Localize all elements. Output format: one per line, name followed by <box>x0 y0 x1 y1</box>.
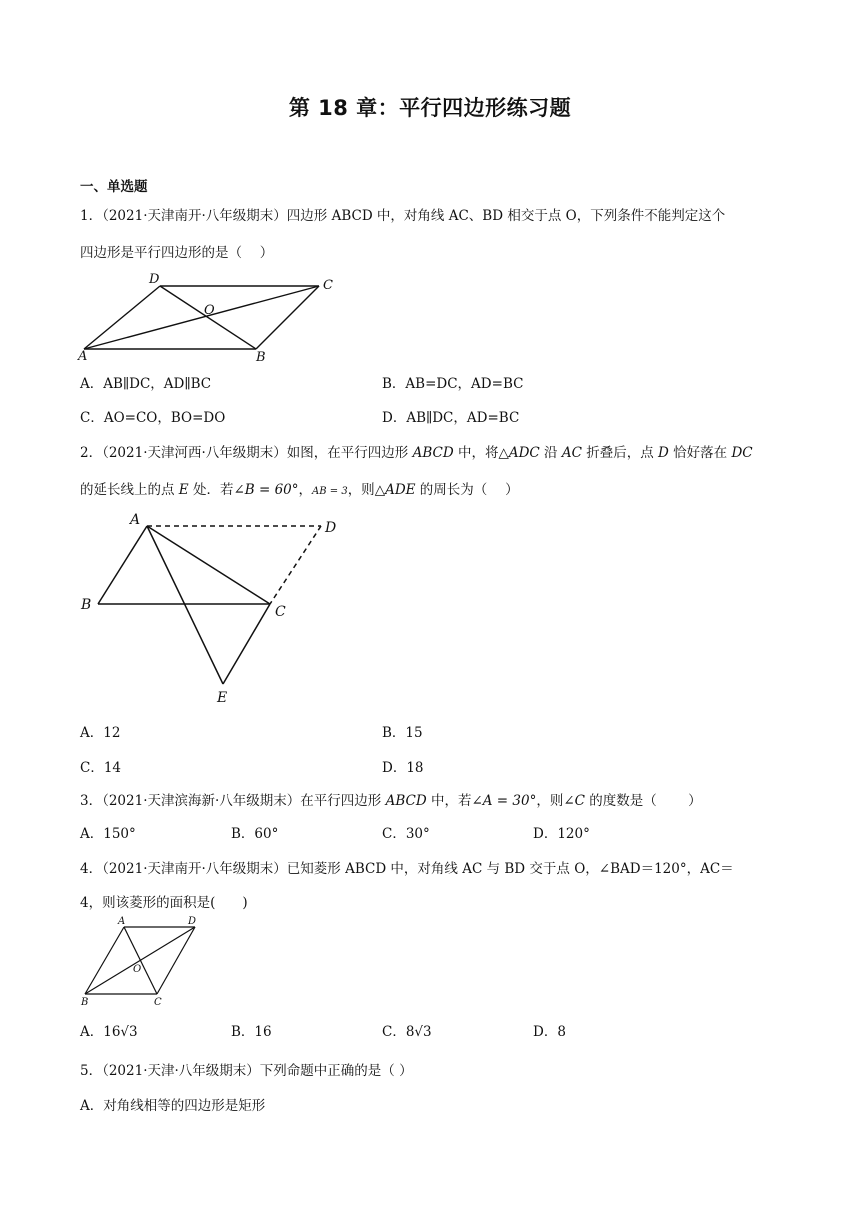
q1-label-b: B <box>256 350 266 365</box>
q3-option-d[interactable]: D．120° <box>533 826 590 842</box>
q2-label-a: A <box>130 512 141 528</box>
q2-label-e: E <box>217 690 228 706</box>
q2-label-b: B <box>81 597 92 613</box>
q3-option-b[interactable]: B．60° <box>231 826 279 842</box>
q3-option-a[interactable]: A．150° <box>80 826 136 842</box>
q1-option-b[interactable]: B．AB=DC，AD=BC <box>382 376 524 392</box>
q4-label-a: A <box>118 916 126 927</box>
q1-label-a: A <box>78 349 88 364</box>
q1-label-d: D <box>149 272 160 287</box>
q1-option-c[interactable]: C．AO=CO，BO=DO <box>80 410 226 426</box>
page-title: 第 18 章：平行四边形练习题 <box>288 96 572 120</box>
q2-option-a[interactable]: A．12 <box>80 725 121 741</box>
q1-stem-line2: 四边形是平行四边形的是（ ） <box>80 245 274 261</box>
q4-option-c[interactable]: C．8√3 <box>382 1024 432 1040</box>
q1-label-o: O <box>204 303 215 318</box>
q4-label-c: C <box>154 997 162 1008</box>
q2-label-d: D <box>325 520 337 536</box>
q3-stem: 3．（2021·天津滨海新·八年级期末）在平行四边形 ABCD 中，若∠A = 30°，则∠C 的度数是（ ） <box>80 793 702 809</box>
q2-option-d[interactable]: D．18 <box>382 760 424 776</box>
q4-option-a[interactable]: A．16√3 <box>80 1024 138 1040</box>
q4-rhombus-figure <box>78 914 218 1006</box>
q4-option-d[interactable]: D．8 <box>533 1024 566 1040</box>
q5-option-a[interactable]: A．对角线相等的四边形是矩形 <box>80 1098 266 1114</box>
q3-option-c[interactable]: C．30° <box>382 826 430 842</box>
q1-label-c: C <box>323 278 333 293</box>
q2-option-c[interactable]: C．14 <box>80 760 122 776</box>
q2-stem-line2: 的延长线上的点 E 处．若∠B = 60°，AB = 3，则△ADE 的周长为（ ） <box>80 482 519 498</box>
q2-fold-figure <box>78 512 348 708</box>
q2-label-c: C <box>275 604 286 620</box>
q4-label-b: B <box>81 997 89 1008</box>
q1-stem-line1: 1．（2021·天津南开·八年级期末）四边形 ABCD 中，对角线 AC、BD 相交于点 O，下列条件不能判定这个 <box>80 208 726 224</box>
q1-option-a[interactable]: A．AB∥DC，AD∥BC <box>80 376 212 392</box>
q4-stem-line2: 4，则该菱形的面积是( ) <box>80 895 248 911</box>
q5-stem: 5．（2021·天津·八年级期末）下列命题中正确的是（ ） <box>80 1063 413 1079</box>
q2-option-b[interactable]: B．15 <box>382 725 423 741</box>
q2-stem-line1: 2．（2021·天津河西·八年级期末）如图，在平行四边形 ABCD 中，将△ADC 沿 AC 折叠后，点 D 恰好落在 DC <box>80 445 753 461</box>
q4-label-o: O <box>133 964 142 975</box>
q4-option-b[interactable]: B．16 <box>231 1024 272 1040</box>
q1-option-d[interactable]: D．AB∥DC，AD=BC <box>382 410 520 426</box>
q4-label-d: D <box>188 916 197 927</box>
q1-parallelogram-figure <box>78 272 348 364</box>
section-heading: 一、单选题 <box>80 179 148 195</box>
q4-stem-line1: 4．（2021·天津南开·八年级期末）已知菱形 ABCD 中，对角线 AC 与 BD 交于点 O，∠BAD＝120°，AC＝ <box>80 861 734 877</box>
